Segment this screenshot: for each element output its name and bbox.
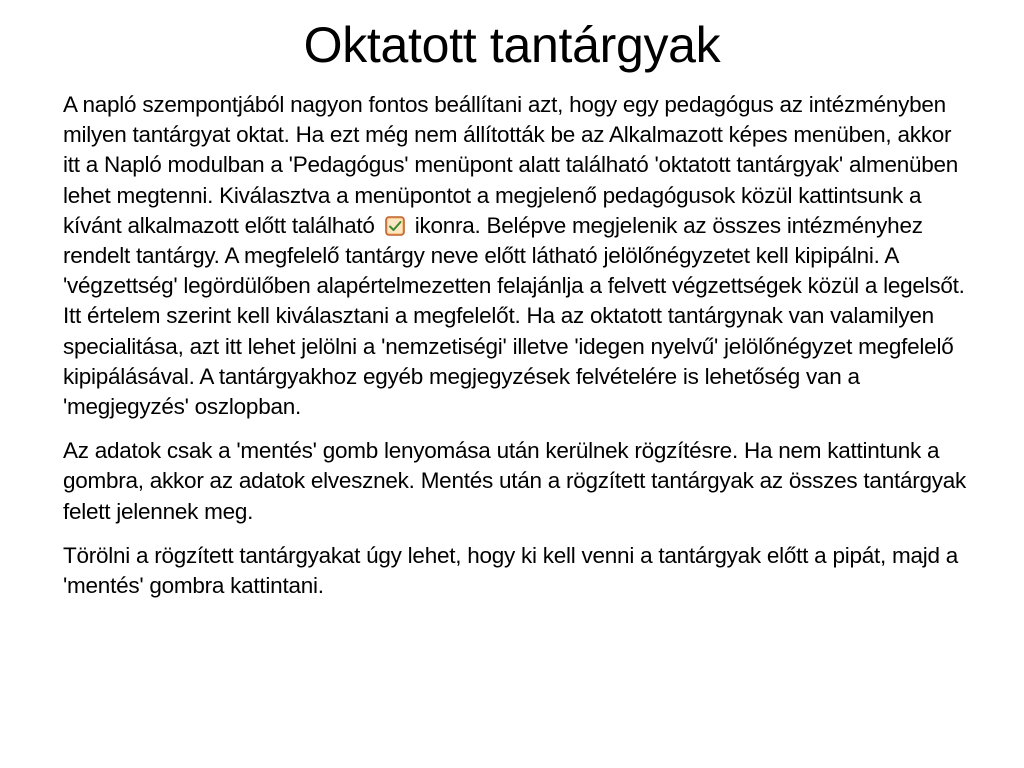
paragraph-saving: Az adatok csak a 'mentés' gomb lenyomása után kerülnek rögzítésre. Ha nem kattintunk a gombra, akkor az adatok elvesznek. Mentés után a rögzített tantárgyak az összes tantárgyak felett jelennek meg. — [63, 438, 966, 524]
paragraph-setup — [63, 90, 968, 422]
edit-checkbox-icon — [385, 216, 405, 236]
paragraph-deleting: Törölni a rögzített tantárgyakat úgy lehet, hogy ki kell venni a tantárgyak előtt a pipát, majd a 'mentés' gombra kattintani. — [63, 542, 959, 599]
slide-title: Oktatott tantárgyak — [303, 17, 721, 73]
slide-body — [63, 90, 968, 601]
paragraph-setup-text-1: A napló szempontjából nagyon fontos beállítani azt, hogy egy pedagógus az intézményben milyen tantárgyat oktat. Ha ezt még nem állították be az Alkalmazott képes menüben, akkor itt a Napló modulban a 'Pedagógus' menüpont alatt található 'oktatott tantárgyak' almenüben lehet megtenni. Kiválasztva a menüpontot a megjelenő pedagógusok közül kattintsunk a kívánt alkalmazott előtt található — [63, 92, 959, 238]
paragraph-setup-text-2: ikonra. Belépve megjelenik az összes intézményhez rendelt tantárgy. A megfelelő tantárgy neve előtt látható jelölőnégyzetet kell kipipálni. A 'végzettség' legördülőben alapértelmezetten felajánlja a felvett végzettségek közül a legelsőt. Itt értelem szerint kell kiválasztani a megfelelőt. Ha az oktatott tantárgynak van valamilyen specialitása, azt itt lehet jelölni a 'nemzetiségi' illetve 'idegen nyelvű' jelölőnégyzet megfelelő kipipálásával. A tantárgyakhoz egyéb megjegyzések felvételére is lehetőség van a 'megjegyzés' oszlopban. — [63, 212, 965, 420]
